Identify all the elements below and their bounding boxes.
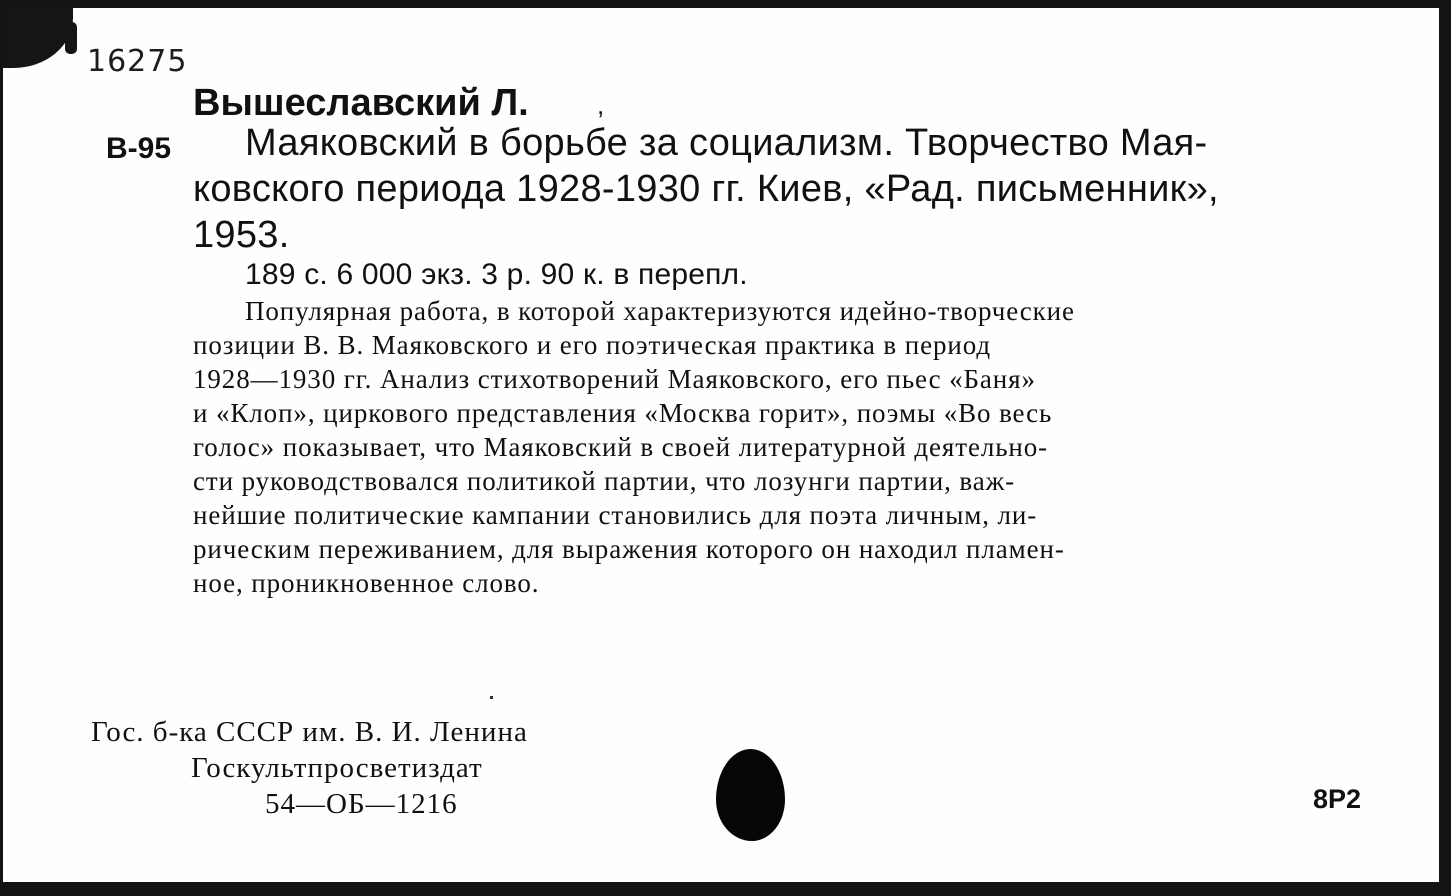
- title-line: 1953.: [193, 214, 290, 256]
- title-line: Маяковский в борьбе за социализм. Творчество Мая-: [245, 122, 1208, 164]
- title-line: ковского периода 1928-1930 гг. Киев, «Рад. письменник»,: [193, 168, 1219, 210]
- abstract-line: позиции В. В. Маяковского и его поэтическая практика в период: [193, 330, 991, 360]
- collation: 189 с. 6 000 экз. 3 р. 90 к. в перепл.: [245, 258, 748, 291]
- punch-hole-mark: [3, 8, 73, 68]
- card-number: 54—ОБ—1216: [265, 788, 458, 820]
- abstract-line: нейшие политические кампании становились для поэта личным, ли-: [193, 500, 1038, 530]
- abstract-line: и «Клоп», циркового представления «Москва горит», поэмы «Во весь: [193, 398, 1053, 428]
- speck: [490, 696, 493, 699]
- author-mark: ,: [597, 90, 605, 120]
- abstract-line: ное, проникновенное слово.: [193, 568, 540, 598]
- classification-code: 8Р2: [1313, 784, 1362, 814]
- ink-mark: [65, 22, 77, 54]
- abstract-line: голос» показывает, что Маяковский в своей литературной деятельно-: [193, 432, 1049, 462]
- publisher-name: Госкультпросветиздат: [191, 752, 483, 784]
- abstract-line: 1928—1930 гг. Анализ стихотворений Маяковского, его пьес «Баня»: [193, 364, 1036, 394]
- shelf-index: В-95: [106, 132, 172, 165]
- author-name: Вышеславский Л.: [193, 82, 529, 124]
- abstract: [193, 294, 1075, 600]
- book-title: [193, 120, 1219, 258]
- abstract-line: сти руководствовался политикой партии, что лозунги партии, важ-: [193, 466, 1016, 496]
- punch-hole: [716, 749, 785, 841]
- abstract-line: рическим переживанием, для выражения которого он находил пламен-: [193, 534, 1065, 564]
- library-name: Гос. б-ка СССР им. В. И. Ленина: [91, 716, 528, 748]
- handwritten-number: 16275: [87, 44, 188, 79]
- abstract-line: Популярная работа, в которой характеризуются идейно-творческие: [245, 296, 1075, 326]
